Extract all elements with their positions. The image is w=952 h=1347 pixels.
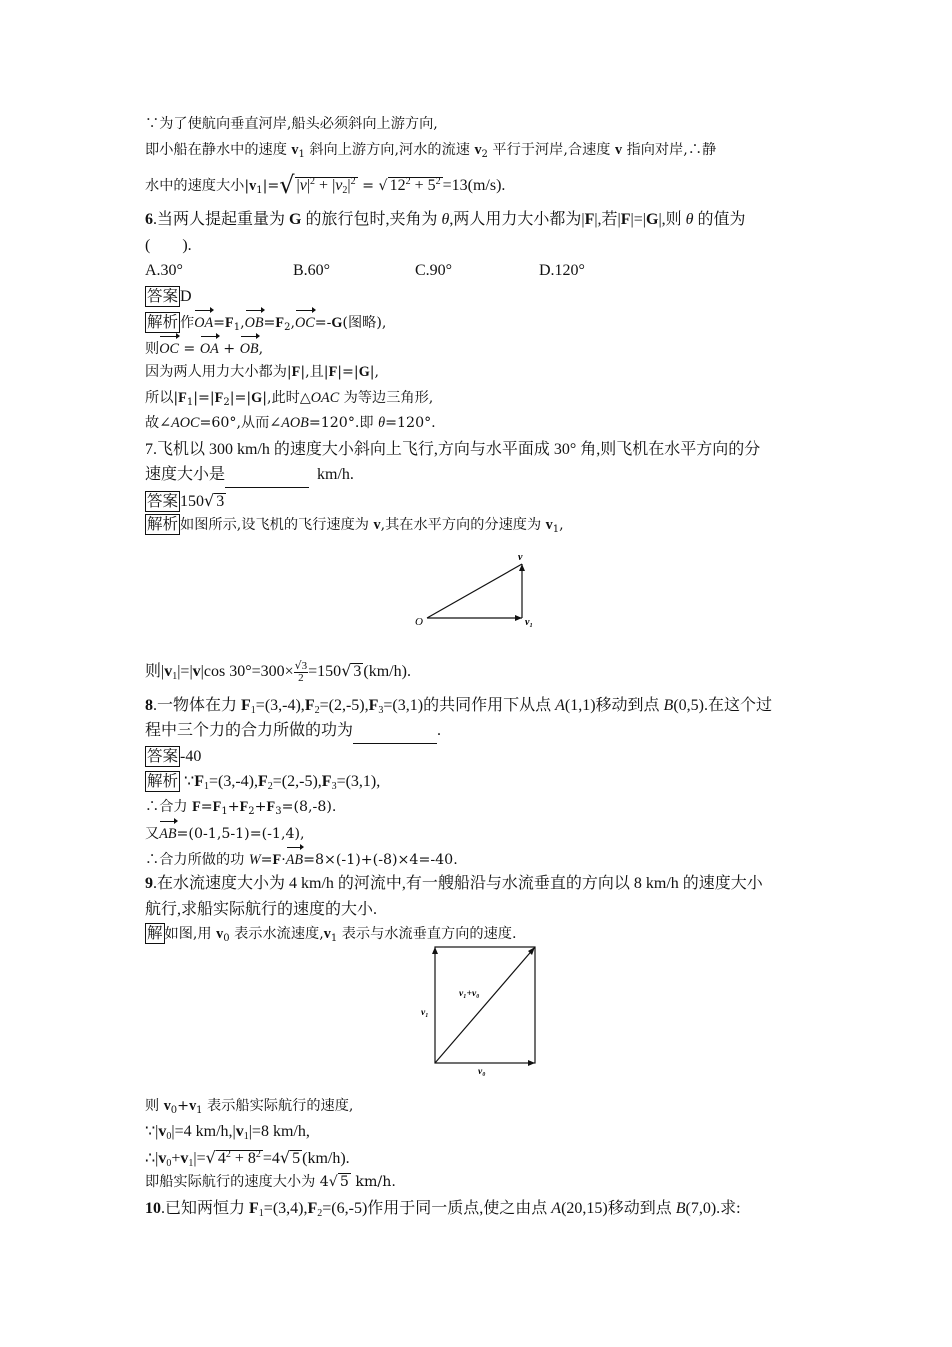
option-b: B.60° [293,262,331,279]
line-velocity-explain: 即小船在静水中的速度 $v_1$ 斜向上游方向,河水的流速 $v_2$ 平行于河岸,合速度 v 指向对岸,∴静 [145,141,717,160]
label-v1: v₁ [421,1008,429,1018]
question-7-stem: 7.飞机以 300 km/h 的速度大小斜向上飞行,方向与水平面成 30° 角,则飞机在水平方向的分 [145,440,761,458]
line-reason: ∵为了使航向垂直河岸,船头必须斜向上游方向, [145,116,438,132]
q6-analysis-2: 则OC = OA + OB, [145,335,825,361]
analysis-tag: 解析 [147,313,179,331]
label-v0: v₀ [478,1067,486,1077]
label-o: O [415,616,423,628]
q6-analysis-5: 故∠AOC=60°,从而∠AOB=120°.即 θ=120°. [145,415,436,431]
q9-solution-2: 则 $v_0+v_1$ 表示船实际航行的速度, [145,1097,354,1116]
option-d: D.120° [539,262,585,279]
question-9-stem: 9.在水流速度大小为 4 km/h 的河流中,有一艘船沿与水流垂直的方向以 8 km/h 的速度大小 [145,875,763,892]
q9-solution-5: 即船实际航行的速度大小为 4√ 5 km/h. [145,1174,396,1190]
q8-analysis-2: ∴合力 $F=F_1+F_2+F_3=(8,-8)$. [145,798,337,817]
question-9-stem-2: 航行,求船实际航行的速度的大小. [145,900,378,918]
q9-velocity-rectangle [415,941,555,1077]
question-6-options [145,258,825,284]
label-v1: v₁ [525,617,533,628]
q7-analysis-1: 解析 如图所示,设飞机的飞行速度为 v,其在水平方向的分速度为 $v_1$, [147,515,564,535]
answer-blank[interactable] [353,743,437,744]
answer-blank[interactable] [225,487,309,488]
q9-solution-3: $\because|v_0|=4$ $km/h,|v_1|=8$ km/h, [145,1123,310,1142]
q6-analysis-4: 所以$|F_1|=|F_2|=|G|$,此时△OAC 为等边三角形, [145,389,434,408]
q6-answer: 答案 D [147,286,192,305]
q8-analysis-3: 又AB=(0-1,5-1)=(-1,4), [145,820,825,846]
analysis-tag: 解析 [147,772,179,790]
label-v1-plus-v0: v₁+v₀ [459,989,480,999]
question-8-blank-line: 程中三个力的合力所做的功为 . [145,718,825,744]
q7-analysis-2: 则$|v_1|=|v|\cos$ 30°=300× $\frac{√3}{2}$ =150√ 3 (km/h). [145,658,411,684]
q9-solution-1: 解 如图,用 $v_0$ 表示水流速度$,v_1$ 表示与水流垂直方向的速度. [147,924,517,944]
q7-velocity-diagram [405,548,555,630]
question-8-stem: 8.一物体在力 $F_1=(3,-4),F_2=(2,-5),F_3=(3,1)$的共同作用下从点 A(1,1)移动到点 B(0,5).在这个过 [145,696,772,716]
answer-tag: 答案 [147,491,179,510]
analysis-tag: 解析 [147,515,179,533]
q8-analysis-1: 解析 $\because F_1=(3,-4),F_2=(2,-5),F_3=(3,1)$, [147,772,381,792]
q8-answer: 答案 -40 [147,746,202,765]
question-10-stem: 10.已知两恒力 $F_1=(3,4),F_2=(6,-5)$作用于同一质点,使之由点 A(20,15)移动到点 B(7,0).求: [145,1199,741,1219]
q6-analysis-3: 因为两人用力大小都为|F|,且|F|=|G|, [145,364,380,380]
line-still-water-speed: 水中的速度大小$|v_1|=√$ $|v|^2 + |v_2|^2$ = √ $12^2 + 5^2 =13(m/s)$. [145,171,506,199]
answer-tag: 答案 [147,746,179,765]
solution-tag: 解 [147,924,163,942]
question-6-paren: ( ). [145,236,192,254]
option-c: C.90° [415,262,453,279]
label-v: v [518,552,523,563]
q9-solution-4: $\therefore|v_0+v_1|=√$ $4^2 + 8^2 =4√$ 5 (km/h). [145,1147,350,1169]
q6-analysis-1: 解析 作$OA=F_1,OB=F_2,OC=-G$(图略), [145,309,825,335]
question-7-blank-line: 速度大小是 km/h. [145,462,825,488]
answer-tag: 答案 [147,286,179,305]
q8-analysis-4: ∴合力所做的功 W=F·AB=8×(-1)+(-8)×4=-40. [145,846,825,872]
q7-answer: 答案 150√ 3 [147,490,225,510]
option-a: A.30° [145,262,183,279]
question-6-stem: 6.当两人提起重量为 G 的旅行包时,夹角为 θ,两人用力大小都为|F|,若|F|=|G|,则 θ 的值为 [145,211,746,228]
